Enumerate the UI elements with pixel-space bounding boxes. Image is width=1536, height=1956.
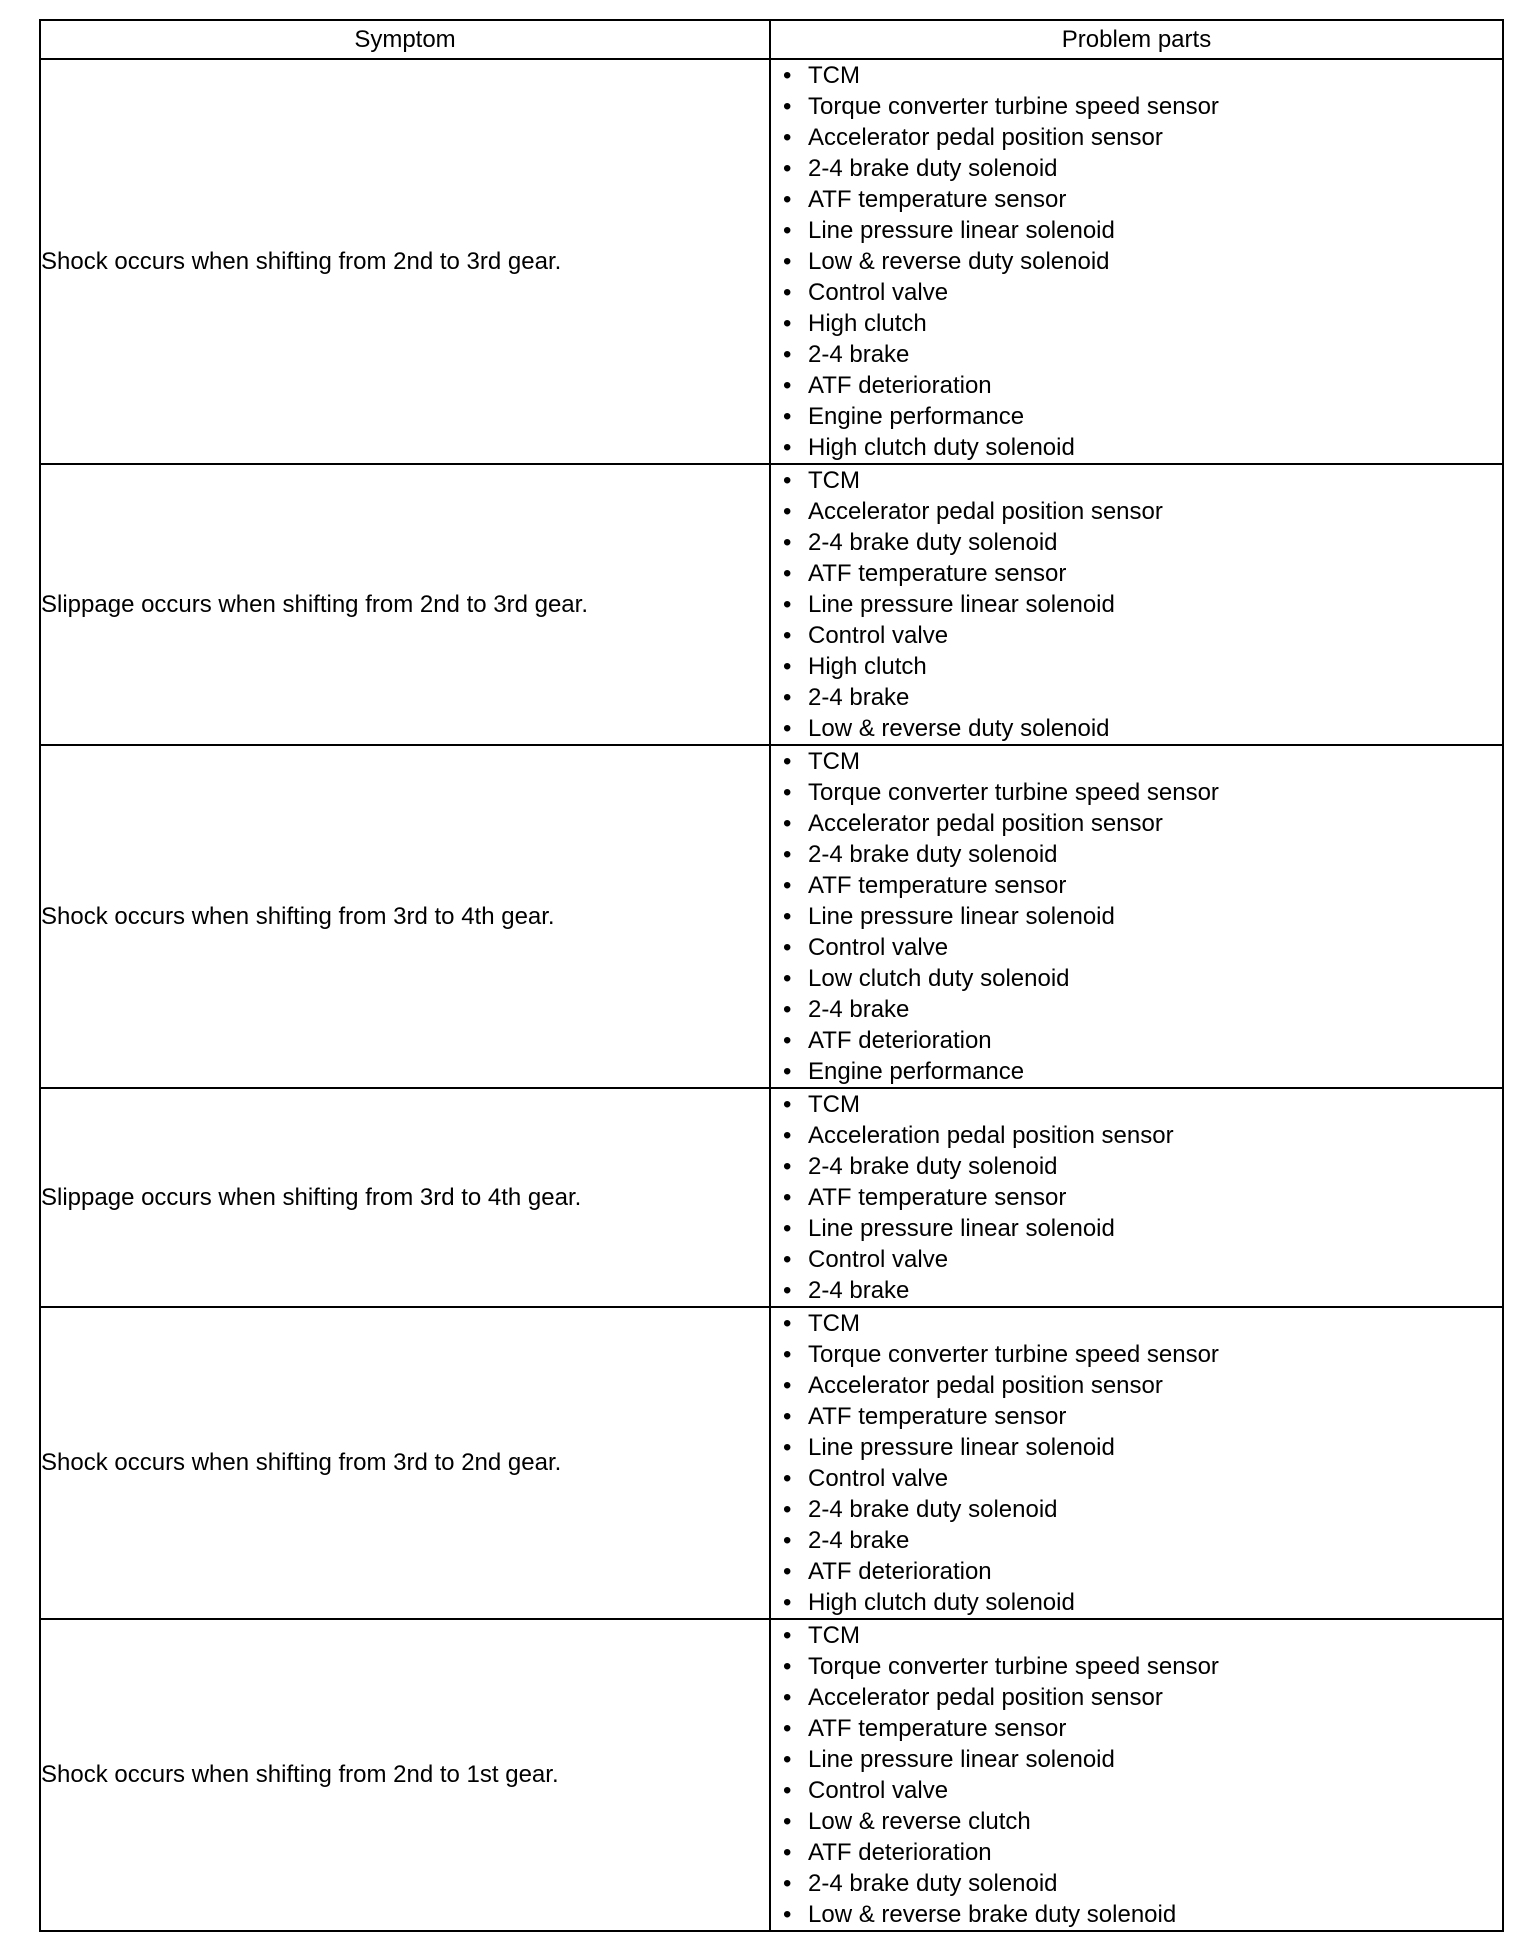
part-label: TCM <box>808 62 860 89</box>
bullet-icon: • <box>783 186 792 213</box>
problem-parts-cell <box>770 464 1503 745</box>
symptom-cell: Shock occurs when shifting from 2nd to 3rd gear. <box>40 59 770 464</box>
list-item <box>783 1587 1502 1618</box>
bullet-icon: • <box>783 1246 792 1273</box>
bullet-icon: • <box>783 1808 792 1835</box>
bullet-icon: • <box>783 1839 792 1866</box>
list-item <box>783 215 1502 246</box>
bullet-icon: • <box>783 748 792 775</box>
list-item <box>783 1899 1502 1930</box>
part-label: 2-4 brake <box>808 684 910 711</box>
table-row <box>40 745 1503 1088</box>
list-item <box>783 808 1502 839</box>
list-item <box>783 1806 1502 1837</box>
bullet-icon: • <box>783 1622 792 1649</box>
part-label: Line pressure linear solenoid <box>808 1434 1115 1461</box>
part-label: Torque converter turbine speed sensor <box>808 779 1219 806</box>
problem-parts-cell <box>770 1307 1503 1619</box>
bullet-icon: • <box>783 715 792 742</box>
part-label: Low clutch duty solenoid <box>808 965 1070 992</box>
bullet-icon: • <box>783 1715 792 1742</box>
bullet-icon: • <box>783 1122 792 1149</box>
part-label: 2-4 brake <box>808 1277 910 1304</box>
header-row <box>40 20 1503 59</box>
list-item <box>783 1837 1502 1868</box>
list-item <box>783 1463 1502 1494</box>
bullet-icon: • <box>783 1184 792 1211</box>
list-item <box>783 1275 1502 1306</box>
list-item <box>783 1056 1502 1087</box>
part-label: Torque converter turbine speed sensor <box>808 1653 1219 1680</box>
list-item <box>783 246 1502 277</box>
bullet-icon: • <box>783 1496 792 1523</box>
bullet-icon: • <box>783 1465 792 1492</box>
part-label: Low & reverse duty solenoid <box>808 715 1110 742</box>
part-label: High clutch <box>808 653 927 680</box>
list-item <box>783 1868 1502 1899</box>
part-label: TCM <box>808 748 860 775</box>
list-item <box>783 1775 1502 1806</box>
list-item <box>783 1213 1502 1244</box>
list-item <box>783 1244 1502 1275</box>
bullet-icon: • <box>783 1058 792 1085</box>
list-item <box>783 1432 1502 1463</box>
bullet-icon: • <box>783 403 792 430</box>
part-label: Control valve <box>808 1465 949 1492</box>
bullet-icon: • <box>783 653 792 680</box>
list-item <box>783 994 1502 1025</box>
list-item <box>783 60 1502 91</box>
symptom-cell: Slippage occurs when shifting from 3rd to 4th gear. <box>40 1088 770 1307</box>
list-item <box>783 1370 1502 1401</box>
bullet-icon: • <box>783 872 792 899</box>
bullet-icon: • <box>783 310 792 337</box>
bullet-icon: • <box>783 1527 792 1554</box>
list-item <box>783 713 1502 744</box>
bullet-icon: • <box>783 1901 792 1928</box>
part-label: Line pressure linear solenoid <box>808 1746 1115 1773</box>
bullet-icon: • <box>783 996 792 1023</box>
part-label: High clutch <box>808 310 927 337</box>
list-item <box>783 1151 1502 1182</box>
part-label: Torque converter turbine speed sensor <box>808 93 1219 120</box>
bullet-icon: • <box>783 1341 792 1368</box>
part-label: Low & reverse clutch <box>808 1808 1031 1835</box>
bullet-icon: • <box>783 1372 792 1399</box>
bullet-icon: • <box>783 965 792 992</box>
list-item <box>783 496 1502 527</box>
bullet-icon: • <box>783 1777 792 1804</box>
bullet-icon: • <box>783 1870 792 1897</box>
part-label: 2-4 brake duty solenoid <box>808 1496 1058 1523</box>
list-item <box>783 401 1502 432</box>
bullet-icon: • <box>783 217 792 244</box>
bullet-icon: • <box>783 372 792 399</box>
list-item <box>783 432 1502 463</box>
list-item <box>783 153 1502 184</box>
problem-parts-cell <box>770 59 1503 464</box>
part-label: Engine performance <box>808 403 1025 430</box>
bullet-icon: • <box>783 434 792 461</box>
part-label: 2-4 brake duty solenoid <box>808 1153 1058 1180</box>
problem-parts-list <box>771 1308 1502 1618</box>
bullet-icon: • <box>783 124 792 151</box>
bullet-icon: • <box>783 810 792 837</box>
list-item <box>783 370 1502 401</box>
bullet-icon: • <box>783 62 792 89</box>
problem-parts-list <box>771 465 1502 744</box>
list-item <box>783 339 1502 370</box>
list-item <box>783 91 1502 122</box>
bullet-icon: • <box>783 591 792 618</box>
bullet-icon: • <box>783 155 792 182</box>
table-body <box>40 59 1503 1931</box>
list-item <box>783 1713 1502 1744</box>
list-item <box>783 527 1502 558</box>
part-label: High clutch duty solenoid <box>808 434 1075 461</box>
problem-parts-list <box>771 1620 1502 1930</box>
list-item <box>783 682 1502 713</box>
part-label: 2-4 brake <box>808 341 910 368</box>
bullet-icon: • <box>783 467 792 494</box>
diagnosis-table <box>39 19 1504 1932</box>
symptom-cell: Shock occurs when shifting from 3rd to 2nd gear. <box>40 1307 770 1619</box>
list-item <box>783 870 1502 901</box>
problem-parts-list <box>771 60 1502 463</box>
bullet-icon: • <box>783 841 792 868</box>
part-label: 2-4 brake <box>808 1527 910 1554</box>
part-label: Line pressure linear solenoid <box>808 1215 1115 1242</box>
table-row <box>40 464 1503 745</box>
bullet-icon: • <box>783 1746 792 1773</box>
part-label: Line pressure linear solenoid <box>808 217 1115 244</box>
problem-parts-cell <box>770 1088 1503 1307</box>
part-label: Acceleration pedal position sensor <box>808 1122 1174 1149</box>
part-label: ATF temperature sensor <box>808 1403 1067 1430</box>
list-item <box>783 308 1502 339</box>
bullet-icon: • <box>783 903 792 930</box>
list-item <box>783 1182 1502 1213</box>
part-label: Torque converter turbine speed sensor <box>808 1341 1219 1368</box>
list-item <box>783 932 1502 963</box>
list-item <box>783 1089 1502 1120</box>
bullet-icon: • <box>783 684 792 711</box>
bullet-icon: • <box>783 1589 792 1616</box>
bullet-icon: • <box>783 1310 792 1337</box>
list-item <box>783 746 1502 777</box>
list-item <box>783 1556 1502 1587</box>
bullet-icon: • <box>783 622 792 649</box>
part-label: Engine performance <box>808 1058 1025 1085</box>
list-item <box>783 184 1502 215</box>
part-label: Accelerator pedal position sensor <box>808 1684 1163 1711</box>
part-label: 2-4 brake duty solenoid <box>808 529 1058 556</box>
list-item <box>783 1651 1502 1682</box>
list-item <box>783 1401 1502 1432</box>
list-item <box>783 620 1502 651</box>
bullet-icon: • <box>783 1215 792 1242</box>
symptom-column-header: Symptom <box>40 20 770 59</box>
part-label: Accelerator pedal position sensor <box>808 124 1163 151</box>
part-label: ATF deterioration <box>808 1558 992 1585</box>
list-item <box>783 558 1502 589</box>
bullet-icon: • <box>783 1153 792 1180</box>
bullet-icon: • <box>783 1558 792 1585</box>
bullet-icon: • <box>783 1091 792 1118</box>
table-row <box>40 1307 1503 1619</box>
table-row <box>40 1088 1503 1307</box>
part-label: ATF deterioration <box>808 1027 992 1054</box>
list-item <box>783 122 1502 153</box>
problem-parts-cell <box>770 745 1503 1088</box>
bullet-icon: • <box>783 1027 792 1054</box>
bullet-icon: • <box>783 93 792 120</box>
part-label: High clutch duty solenoid <box>808 1589 1075 1616</box>
list-item <box>783 1494 1502 1525</box>
table-row <box>40 1619 1503 1931</box>
part-label: TCM <box>808 1091 860 1118</box>
part-label: ATF temperature sensor <box>808 186 1067 213</box>
list-item <box>783 1308 1502 1339</box>
list-item <box>783 1620 1502 1651</box>
part-label: ATF temperature sensor <box>808 1184 1067 1211</box>
part-label: Control valve <box>808 622 949 649</box>
list-item <box>783 1339 1502 1370</box>
bullet-icon: • <box>783 1277 792 1304</box>
bullet-icon: • <box>783 560 792 587</box>
list-item <box>783 465 1502 496</box>
bullet-icon: • <box>783 1403 792 1430</box>
part-label: Control valve <box>808 279 949 306</box>
list-item <box>783 777 1502 808</box>
part-label: 2-4 brake duty solenoid <box>808 1870 1058 1897</box>
part-label: Low & reverse duty solenoid <box>808 248 1110 275</box>
symptom-cell: Slippage occurs when shifting from 2nd to 3rd gear. <box>40 464 770 745</box>
bullet-icon: • <box>783 248 792 275</box>
part-label: TCM <box>808 1622 860 1649</box>
list-item <box>783 1525 1502 1556</box>
part-label: Accelerator pedal position sensor <box>808 810 1163 837</box>
part-label: Line pressure linear solenoid <box>808 591 1115 618</box>
problem-parts-list <box>771 746 1502 1087</box>
part-label: ATF temperature sensor <box>808 560 1067 587</box>
bullet-icon: • <box>783 779 792 806</box>
bullet-icon: • <box>783 1434 792 1461</box>
part-label: TCM <box>808 1310 860 1337</box>
bullet-icon: • <box>783 1653 792 1680</box>
list-item <box>783 1744 1502 1775</box>
part-label: ATF temperature sensor <box>808 872 1067 899</box>
list-item <box>783 839 1502 870</box>
list-item <box>783 1682 1502 1713</box>
part-label: Line pressure linear solenoid <box>808 903 1115 930</box>
list-item <box>783 1120 1502 1151</box>
part-label: ATF deterioration <box>808 372 992 399</box>
part-label: Low & reverse brake duty solenoid <box>808 1901 1177 1928</box>
list-item <box>783 1025 1502 1056</box>
problem-parts-column-header: Problem parts <box>770 20 1503 59</box>
list-item <box>783 651 1502 682</box>
problem-parts-list <box>771 1089 1502 1306</box>
part-label: ATF temperature sensor <box>808 1715 1067 1742</box>
part-label: TCM <box>808 467 860 494</box>
table-row <box>40 59 1503 464</box>
part-label: ATF deterioration <box>808 1839 992 1866</box>
part-label: Accelerator pedal position sensor <box>808 1372 1163 1399</box>
bullet-icon: • <box>783 498 792 525</box>
part-label: 2-4 brake duty solenoid <box>808 155 1058 182</box>
bullet-icon: • <box>783 341 792 368</box>
bullet-icon: • <box>783 1684 792 1711</box>
part-label: 2-4 brake duty solenoid <box>808 841 1058 868</box>
list-item <box>783 277 1502 308</box>
part-label: Control valve <box>808 1246 949 1273</box>
bullet-icon: • <box>783 279 792 306</box>
bullet-icon: • <box>783 934 792 961</box>
symptom-cell: Shock occurs when shifting from 2nd to 1st gear. <box>40 1619 770 1931</box>
list-item <box>783 901 1502 932</box>
part-label: Control valve <box>808 1777 949 1804</box>
symptom-cell: Shock occurs when shifting from 3rd to 4th gear. <box>40 745 770 1088</box>
list-item <box>783 963 1502 994</box>
bullet-icon: • <box>783 529 792 556</box>
part-label: Accelerator pedal position sensor <box>808 498 1163 525</box>
list-item <box>783 589 1502 620</box>
problem-parts-cell <box>770 1619 1503 1931</box>
part-label: 2-4 brake <box>808 996 910 1023</box>
part-label: Control valve <box>808 934 949 961</box>
